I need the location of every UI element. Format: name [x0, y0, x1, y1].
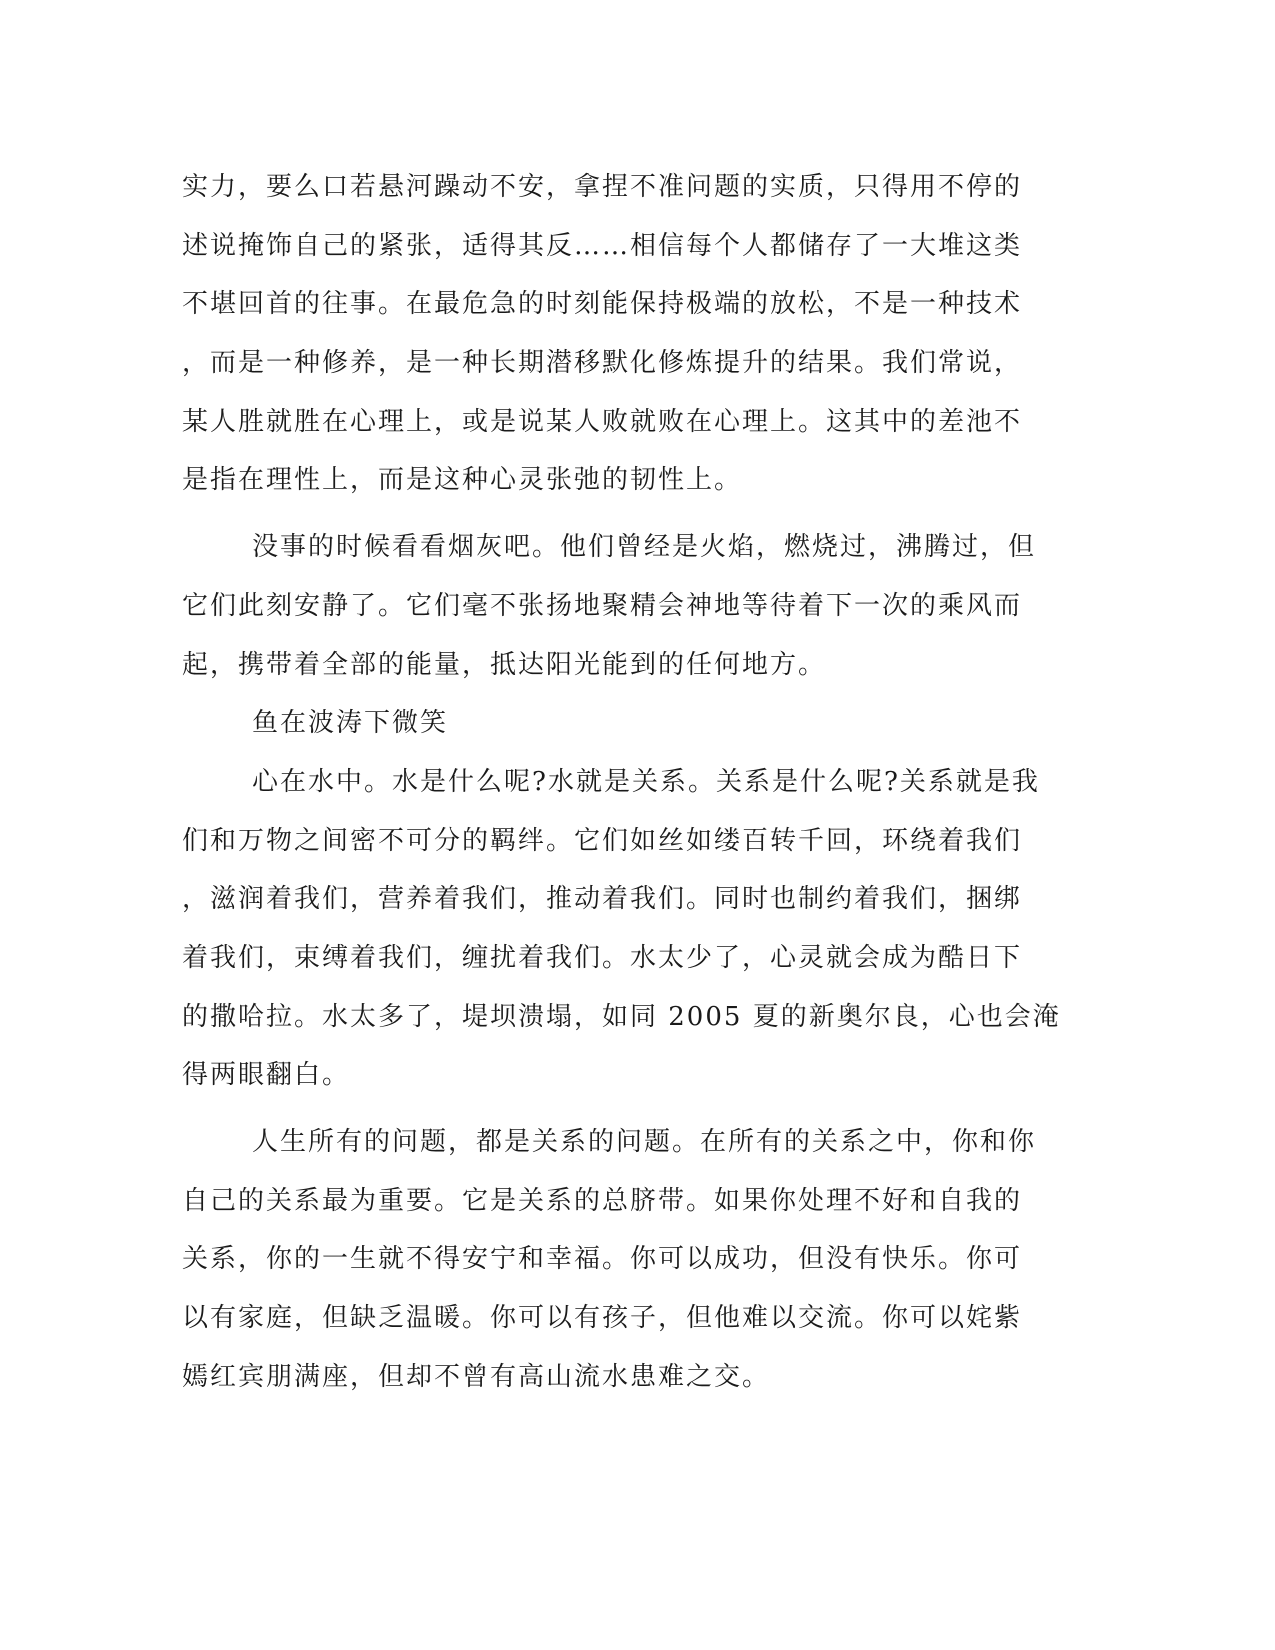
section-heading: 鱼在波涛下微笑: [252, 708, 449, 739]
paragraph-1-line-2: 述说掩饰自己的紧张，适得其反……相信每个人都储存了一大堆这类: [182, 230, 1023, 261]
paragraph-5-line-4: 以有家庭，但缺乏温暖。你可以有孩子，但他难以交流。你可以姹紫: [182, 1303, 1023, 1334]
paragraph-5-line-2: 自己的关系最为重要。它是关系的总脐带。如果你处理不好和自我的: [182, 1185, 1023, 1216]
paragraph-5-line-1: 人生所有的问题，都是关系的问题。在所有的关系之中，你和你: [252, 1127, 1037, 1157]
paragraph-4-line-4: 着我们，束缚着我们，缠扰着我们。水太少了，心灵就会成为酷日下: [182, 942, 1023, 973]
paragraph-4-line-6: 得两眼翻白。: [182, 1060, 351, 1091]
paragraph-2-line-3: 起，携带着全部的能量，抵达阳光能到的任何地方。: [182, 649, 827, 680]
paragraph-4-line-1: 心在水中。水是什么呢?水就是关系。关系是什么呢?关系就是我: [252, 766, 1040, 797]
paragraph-1-line-4: ，而是一种修养，是一种长期潜移默化修炼提升的结果。我们常说，: [182, 348, 1023, 379]
paragraph-2-line-1: 没事的时候看看烟灰吧。他们曾经是火焰，燃烧过，沸腾过，但: [252, 532, 1037, 563]
paragraph-1-line-5: 某人胜就胜在心理上，或是说某人败就败在心理上。这其中的差池不: [182, 406, 1023, 437]
paragraph-4-line-3: ，滋润着我们，营养着我们，推动着我们。同时也制约着我们，捆绑: [182, 884, 1023, 915]
paragraph-1-line-6: 是指在理性上，而是这种心灵张弛的韧性上。: [182, 465, 743, 496]
paragraph-1-line-3: 不堪回首的往事。在最危急的时刻能保持极端的放松，不是一种技术: [182, 289, 1023, 320]
document-body: [182, 158, 1062, 1406]
paragraph-1-line-1: 实力，要么口若悬河躁动不安，拿捏不准问题的实质，只得用不停的: [182, 172, 1023, 202]
paragraph-5-line-3: 关系，你的一生就不得安宁和幸福。你可以成功，但没有快乐。你可: [182, 1244, 1023, 1275]
paragraph-2-line-2: 它们此刻安静了。它们毫不张扬地聚精会神地等待着下一次的乘风而: [182, 590, 1023, 621]
paragraph-4-line-5: 的撒哈拉。水太多了，堤坝溃塌，如同 2005 夏的新奥尔良，心也会淹: [182, 1001, 1061, 1032]
paragraph-5-line-5: 嫣红宾朋满座，但却不曾有高山流水患难之交。: [182, 1361, 771, 1392]
paragraph-4-line-2: 们和万物之间密不可分的羁绊。它们如丝如缕百转千回，环绕着我们: [182, 825, 1023, 856]
